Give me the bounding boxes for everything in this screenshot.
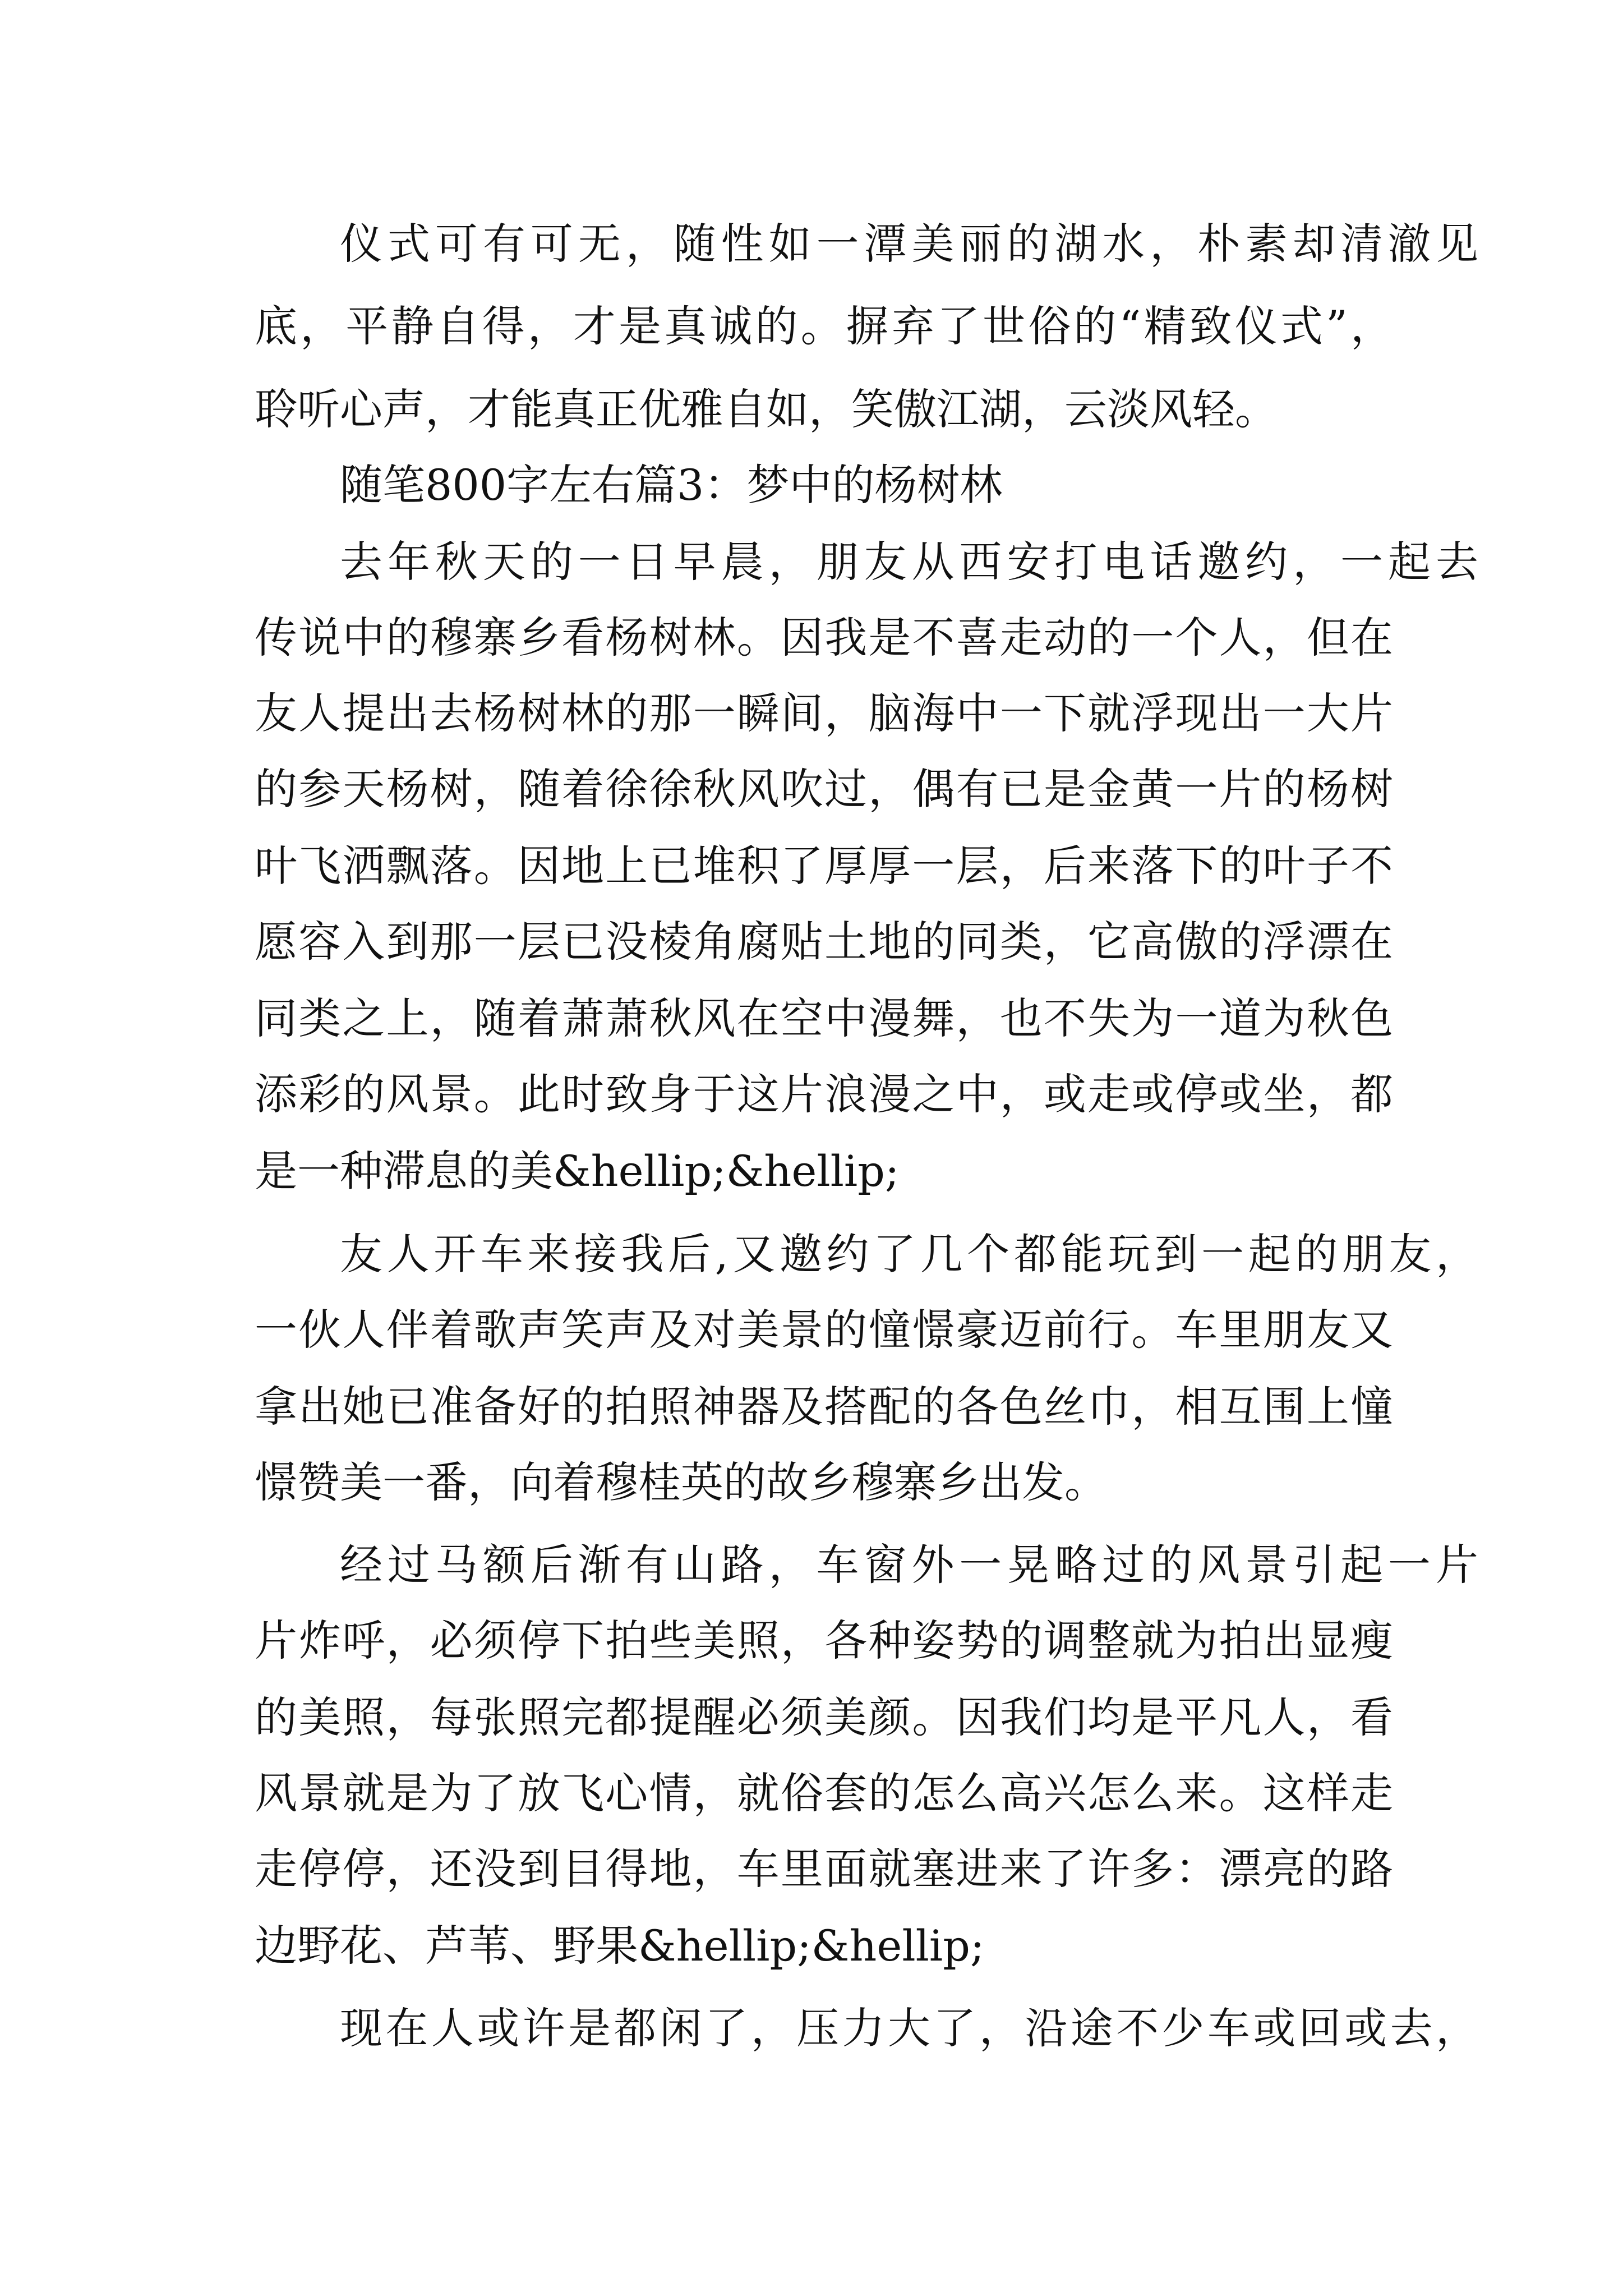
text-line: 愿容入到那一层已没棱角腐贴土地的同类，它高傲的浮漂在 — [255, 917, 1393, 967]
text-line: 友人开车来接我后,又邀约了几个都能玩到一起的朋友， — [340, 1229, 1478, 1279]
section-heading: 随笔800字左右篇3：梦中的杨树林 — [340, 460, 1003, 510]
text-line: 传说中的穆寨乡看杨树林。因我是不喜走动的一个人，但在 — [255, 613, 1393, 662]
text-line: 走停停，还没到目得地，车里面就塞进来了许多：漂亮的路 — [255, 1844, 1393, 1894]
text-line: 憬赞美一番，向着穆桂英的故乡穆寨乡出发。 — [255, 1457, 1107, 1507]
text-line: 现在人或许是都闲了，压力大了，沿途不少车或回或去， — [340, 2003, 1478, 2053]
text-line: 添彩的风景。此时致身于这片浪漫之中，或走或停或坐，都 — [255, 1069, 1393, 1119]
text-line: 聆听心声，才能真正优雅自如，笑傲江湖，云淡风轻。 — [255, 384, 1278, 434]
text-line: 同类之上，随着萧萧秋风在空中漫舞，也不失为一道为秋色 — [255, 993, 1393, 1043]
text-line: 的参天杨树，随着徐徐秋风吹过，偶有已是金黄一片的杨树 — [255, 764, 1393, 814]
text-line: 仪式可有可无，随性如一潭美丽的湖水，朴素却清澈见 — [340, 219, 1478, 269]
text-line: 友人提出去杨树林的那一瞬间，脑海中一下就浮现出一大片 — [255, 688, 1393, 738]
text-line: 风景就是为了放飞心情，就俗套的怎么高兴怎么来。这样走 — [255, 1768, 1393, 1818]
text-line: 的美照，每张照完都提醒必须美颜。因我们均是平凡人，看 — [255, 1692, 1393, 1742]
text-line: 拿出她已准备好的拍照神器及搭配的各色丝巾，相互围上憧 — [255, 1382, 1393, 1432]
text-line: 去年秋天的一日早晨，朋友从西安打电话邀约，一起去 — [340, 537, 1478, 587]
text-line: 经过马额后渐有山路，车窗外一晃略过的风景引起一片 — [340, 1540, 1478, 1590]
text-line: 片炸呼，必须停下拍些美照，各种姿势的调整就为拍出显瘦 — [255, 1616, 1393, 1665]
text-line: 底，平静自得，才是真诚的。摒弃了世俗的“精致仪式”， — [255, 301, 1393, 351]
text-line: 一伙人伴着歌声笑声及对美景的憧憬豪迈前行。车里朋友又 — [255, 1305, 1393, 1355]
text-line: 边野花、芦苇、野果&hellip;&hellip; — [255, 1921, 985, 1971]
text-line: 是一种滞息的美&hellip;&hellip; — [255, 1146, 900, 1196]
text-line: 叶飞洒飘落。因地上已堆积了厚厚一层，后来落下的叶子不 — [255, 841, 1393, 891]
